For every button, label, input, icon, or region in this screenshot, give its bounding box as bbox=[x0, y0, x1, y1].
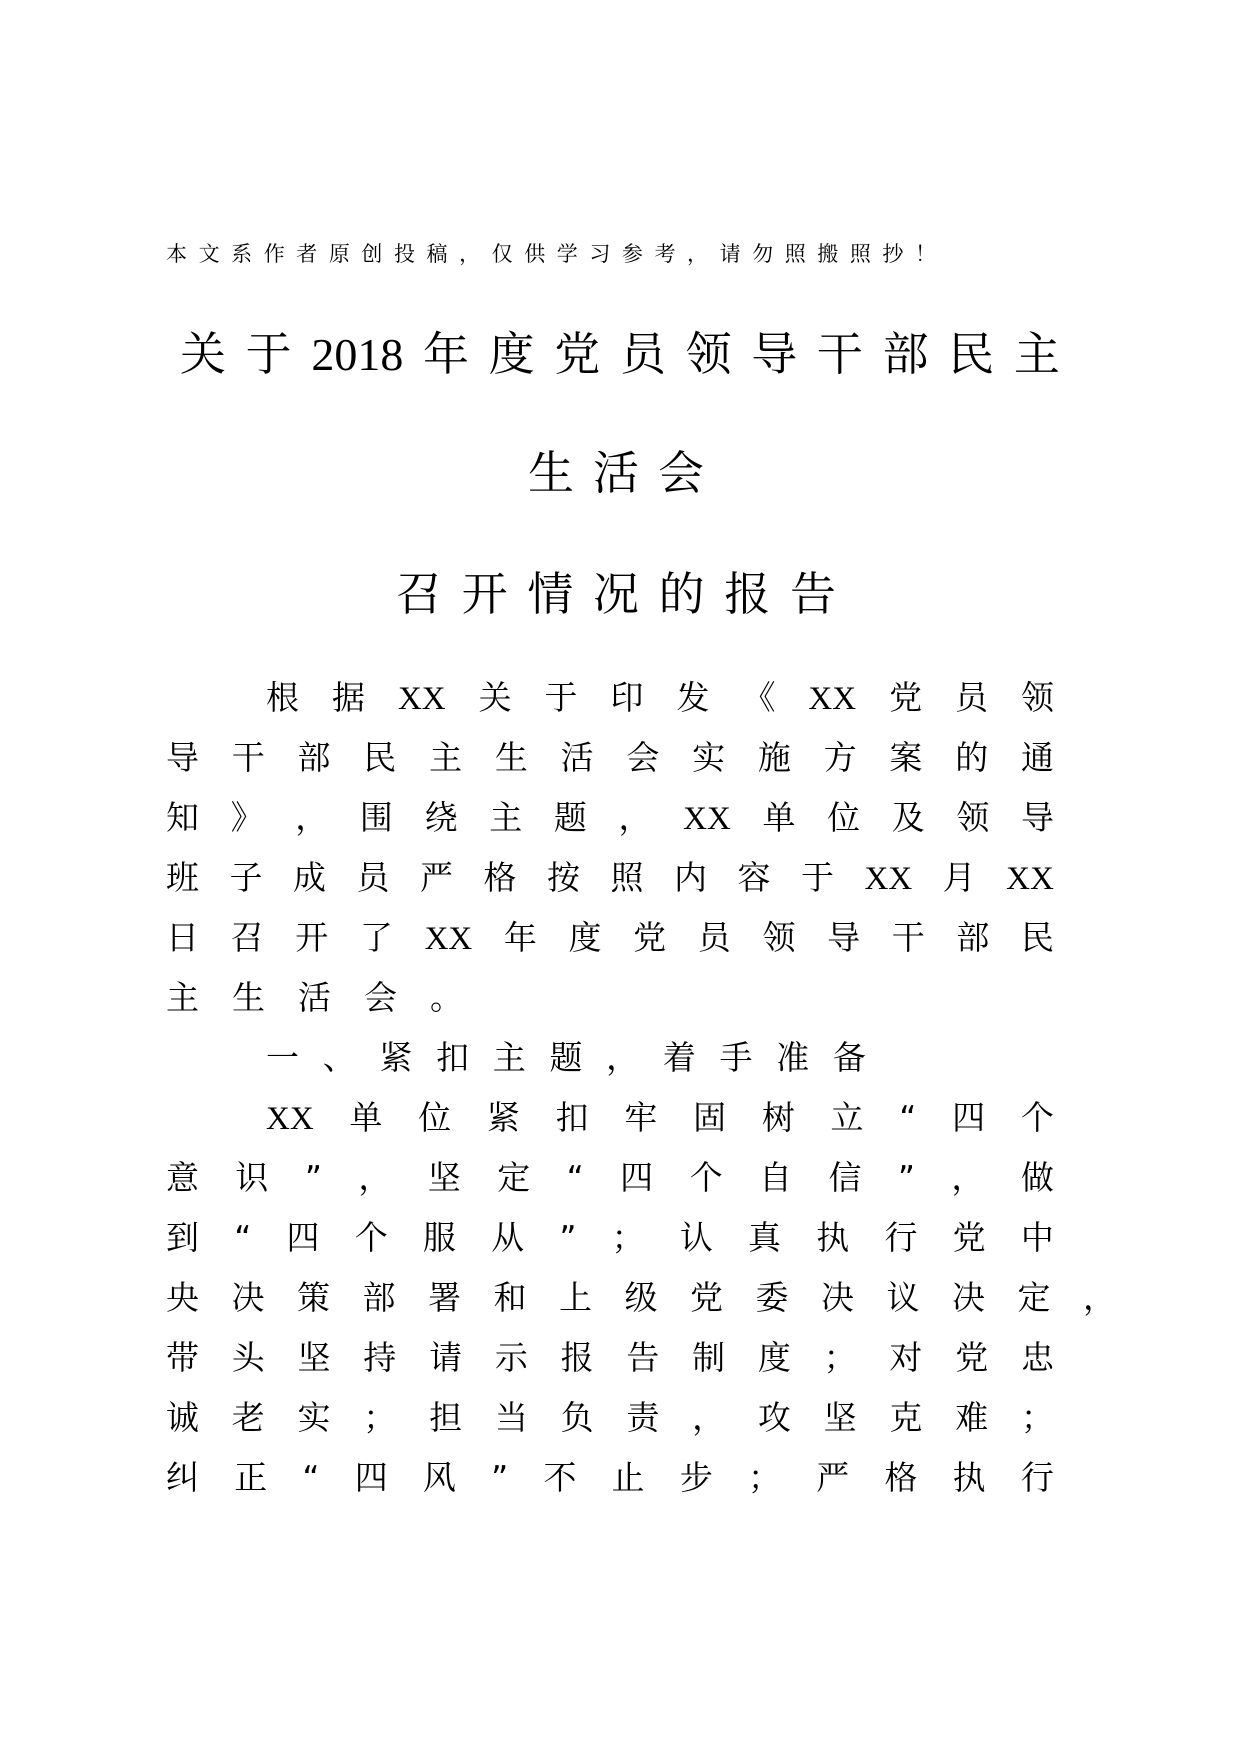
body-line bbox=[166, 912, 1054, 959]
text-glyph: 了 bbox=[359, 918, 393, 957]
text-glyph: 坚 bbox=[427, 1158, 461, 1197]
text-glyph: 着 bbox=[662, 1038, 696, 1077]
body-line bbox=[266, 1092, 1054, 1139]
body-line bbox=[166, 732, 1054, 779]
text-glyph: 关 bbox=[478, 678, 512, 717]
text-glyph: 请 bbox=[429, 1338, 463, 1377]
text-glyph: 开 bbox=[295, 918, 329, 957]
text-glyph: 抄 bbox=[882, 242, 904, 266]
text-glyph: ” bbox=[559, 1218, 577, 1257]
text-glyph: 忠 bbox=[1020, 1338, 1054, 1377]
text-glyph: 据 bbox=[331, 678, 365, 717]
text-glyph: 中 bbox=[1020, 1218, 1054, 1257]
text-glyph: 活 bbox=[298, 978, 331, 1017]
text-glyph: 考 bbox=[654, 242, 676, 266]
text-glyph: 导 bbox=[166, 738, 199, 777]
text-glyph: 负 bbox=[560, 1398, 594, 1437]
text-glyph: 署 bbox=[428, 1278, 461, 1317]
text-glyph: 主 bbox=[489, 798, 523, 837]
text-glyph: 四 bbox=[620, 1158, 654, 1197]
text-glyph: ！ bbox=[914, 242, 936, 266]
text-glyph: 度 bbox=[568, 918, 602, 957]
copyright-notice bbox=[166, 238, 936, 268]
text-glyph: 党 bbox=[952, 1218, 986, 1257]
text-glyph: 纠 bbox=[166, 1458, 199, 1497]
text-glyph: 围 bbox=[359, 798, 393, 837]
text-glyph: 干 bbox=[891, 918, 925, 957]
text-glyph: 领 bbox=[1021, 678, 1054, 717]
report-title-line-3 bbox=[396, 558, 836, 624]
text-glyph: 攻 bbox=[757, 1398, 791, 1437]
text-glyph: 决 bbox=[821, 1278, 854, 1317]
text-glyph: 部 bbox=[956, 918, 990, 957]
text-glyph: 者 bbox=[296, 242, 318, 266]
text-glyph: 党 bbox=[633, 918, 667, 957]
text-glyph: ， bbox=[687, 242, 708, 266]
text-glyph: 领 bbox=[762, 918, 796, 957]
text-glyph: 按 bbox=[547, 858, 580, 897]
text-glyph: 位 bbox=[418, 1098, 452, 1137]
text-glyph: 牢 bbox=[624, 1098, 658, 1137]
text-glyph: 议 bbox=[886, 1278, 920, 1317]
text-glyph: 员 bbox=[955, 678, 989, 717]
text-glyph: 党 bbox=[554, 327, 601, 381]
text-glyph: 会 bbox=[626, 738, 660, 777]
text-glyph: 正 bbox=[234, 1458, 268, 1497]
text-glyph: 本 bbox=[166, 242, 187, 266]
text-glyph: 诚 bbox=[166, 1398, 199, 1437]
text-glyph: XX bbox=[864, 861, 913, 897]
text-glyph: 印 bbox=[610, 678, 644, 717]
text-glyph: 部 bbox=[882, 327, 929, 381]
text-glyph: XX bbox=[424, 921, 473, 957]
text-glyph: ， bbox=[692, 1398, 726, 1437]
text-glyph: 单 bbox=[349, 1098, 383, 1137]
text-glyph: 个 bbox=[354, 1218, 388, 1257]
text-glyph: 严 bbox=[420, 858, 453, 897]
body-line bbox=[166, 1332, 1054, 1379]
text-glyph: 不 bbox=[543, 1458, 577, 1497]
text-glyph: 关 bbox=[180, 327, 226, 381]
text-glyph: 备 bbox=[832, 1038, 866, 1077]
body-line bbox=[166, 1212, 1054, 1259]
body-line bbox=[266, 672, 1054, 719]
text-glyph: XX bbox=[683, 801, 731, 837]
text-glyph: XX bbox=[397, 681, 446, 717]
text-glyph: 做 bbox=[1020, 1158, 1054, 1197]
text-glyph: 立 bbox=[830, 1098, 864, 1137]
text-glyph: 风 bbox=[422, 1458, 456, 1497]
text-glyph: 带 bbox=[166, 1338, 199, 1377]
text-glyph: ； bbox=[748, 1458, 782, 1497]
text-glyph: 导 bbox=[827, 918, 861, 957]
text-glyph: 意 bbox=[166, 1158, 199, 1197]
text-glyph: 及 bbox=[891, 798, 925, 837]
text-glyph: ， bbox=[295, 798, 329, 837]
text-glyph: 生 bbox=[528, 446, 574, 500]
text-glyph: 原 bbox=[328, 242, 350, 266]
text-glyph: “ bbox=[234, 1218, 252, 1257]
report-title-line-1 bbox=[180, 318, 1060, 384]
text-glyph: 民 bbox=[363, 738, 397, 777]
text-glyph: 决 bbox=[231, 1278, 265, 1317]
text-glyph: 执 bbox=[952, 1458, 986, 1497]
text-glyph: 定 bbox=[497, 1158, 531, 1197]
text-glyph: 执 bbox=[816, 1218, 850, 1257]
text-glyph: 上 bbox=[559, 1278, 592, 1317]
text-glyph: ， bbox=[358, 1158, 392, 1197]
body-line bbox=[166, 1272, 1116, 1319]
text-glyph: 通 bbox=[1020, 738, 1054, 777]
text-glyph: 子 bbox=[229, 858, 263, 897]
text-glyph: 个 bbox=[1020, 1098, 1054, 1137]
text-glyph: 参 bbox=[621, 242, 643, 266]
text-glyph: 》 bbox=[230, 798, 264, 837]
text-glyph: 主 bbox=[492, 1038, 526, 1077]
text-glyph: “ bbox=[566, 1158, 584, 1197]
text-glyph: 行 bbox=[1020, 1458, 1054, 1497]
text-glyph: ， bbox=[1083, 1278, 1116, 1317]
text-glyph: 部 bbox=[362, 1278, 396, 1317]
text-glyph: 制 bbox=[692, 1338, 726, 1377]
text-glyph: 紧 bbox=[379, 1038, 413, 1077]
text-glyph: 民 bbox=[948, 327, 995, 381]
text-glyph: 员 bbox=[697, 918, 731, 957]
text-glyph: 系 bbox=[231, 242, 253, 266]
text-glyph: 四 bbox=[286, 1218, 320, 1257]
text-glyph: 度 bbox=[757, 1338, 791, 1377]
text-glyph: “ bbox=[302, 1458, 320, 1497]
text-glyph: 行 bbox=[884, 1218, 918, 1257]
text-glyph: 况 bbox=[592, 567, 639, 621]
text-glyph: 开 bbox=[461, 567, 508, 621]
text-glyph: 策 bbox=[297, 1278, 330, 1317]
text-glyph: 员 bbox=[619, 327, 666, 381]
text-glyph: 生 bbox=[232, 978, 265, 1017]
text-glyph: 持 bbox=[363, 1338, 397, 1377]
text-glyph: 一 bbox=[266, 1038, 299, 1077]
body-line bbox=[166, 1452, 1054, 1499]
text-glyph: 根 bbox=[266, 678, 299, 717]
text-glyph: 勿 bbox=[752, 242, 774, 266]
text-glyph: ” bbox=[897, 1158, 915, 1197]
body-line bbox=[166, 852, 1054, 899]
text-glyph: 树 bbox=[761, 1098, 795, 1137]
text-glyph: 示 bbox=[494, 1338, 528, 1377]
text-glyph: 部 bbox=[297, 738, 331, 777]
text-glyph: 请 bbox=[719, 242, 741, 266]
text-glyph: 照 bbox=[610, 858, 644, 897]
text-glyph: 领 bbox=[956, 798, 990, 837]
text-glyph: 创 bbox=[361, 242, 383, 266]
text-glyph: 题 bbox=[549, 1038, 583, 1077]
text-glyph: 于 bbox=[544, 678, 578, 717]
text-glyph: 召 bbox=[396, 567, 442, 621]
text-glyph: 成 bbox=[293, 858, 326, 897]
text-glyph: 担 bbox=[429, 1398, 463, 1437]
text-glyph: 作 bbox=[263, 242, 285, 266]
text-glyph: 固 bbox=[693, 1098, 727, 1137]
text-glyph: 难 bbox=[955, 1398, 989, 1437]
text-glyph: 位 bbox=[827, 798, 861, 837]
text-glyph: 会 bbox=[364, 978, 397, 1017]
text-glyph: 活 bbox=[560, 738, 594, 777]
text-glyph: 真 bbox=[748, 1218, 782, 1257]
text-glyph: 到 bbox=[166, 1218, 199, 1257]
text-glyph: 容 bbox=[737, 858, 771, 897]
text-glyph: 干 bbox=[816, 327, 863, 381]
text-glyph: 发 bbox=[676, 678, 710, 717]
text-glyph: 头 bbox=[231, 1338, 265, 1377]
text-glyph: 习 bbox=[589, 242, 611, 266]
text-glyph: 学 bbox=[556, 242, 578, 266]
text-glyph: 于 bbox=[245, 327, 292, 381]
text-glyph: 从 bbox=[491, 1218, 525, 1257]
text-glyph: 班 bbox=[166, 858, 199, 897]
text-glyph: 服 bbox=[422, 1218, 456, 1257]
text-glyph: 报 bbox=[560, 1338, 594, 1377]
text-glyph: 供 bbox=[524, 242, 546, 266]
text-glyph: 领 bbox=[685, 327, 732, 381]
text-glyph: 党 bbox=[690, 1278, 723, 1317]
text-glyph: 党 bbox=[955, 1338, 989, 1377]
text-glyph: XX bbox=[808, 681, 857, 717]
text-glyph: 的 bbox=[658, 567, 705, 621]
text-glyph: 紧 bbox=[486, 1098, 520, 1137]
text-glyph: 活 bbox=[593, 446, 639, 500]
text-glyph: 实 bbox=[692, 738, 726, 777]
text-glyph: 仅 bbox=[491, 242, 513, 266]
text-glyph: ” bbox=[491, 1458, 509, 1497]
text-glyph: 导 bbox=[751, 327, 798, 381]
text-glyph: 和 bbox=[493, 1278, 527, 1317]
text-glyph: 文 bbox=[198, 242, 220, 266]
text-glyph: 投 bbox=[393, 242, 415, 266]
text-glyph: 扣 bbox=[436, 1038, 470, 1077]
text-glyph: 级 bbox=[624, 1278, 658, 1317]
text-glyph: XX bbox=[1006, 861, 1054, 897]
text-glyph: 格 bbox=[483, 858, 517, 897]
text-glyph: 年 bbox=[422, 327, 469, 381]
text-glyph: ； bbox=[1020, 1398, 1054, 1437]
text-glyph: 案 bbox=[889, 738, 923, 777]
text-glyph: “ bbox=[899, 1098, 917, 1137]
text-glyph: 情 bbox=[527, 567, 574, 621]
text-glyph: 格 bbox=[884, 1458, 918, 1497]
text-glyph: ； bbox=[363, 1398, 397, 1437]
text-glyph: 方 bbox=[823, 738, 857, 777]
text-glyph: 信 bbox=[828, 1158, 862, 1197]
text-glyph: 绕 bbox=[424, 798, 458, 837]
text-glyph: XX bbox=[266, 1101, 314, 1137]
text-glyph: ， bbox=[459, 242, 481, 266]
text-glyph: 年 bbox=[503, 918, 537, 957]
text-glyph: ； bbox=[823, 1338, 857, 1377]
text-glyph: 会 bbox=[658, 446, 704, 500]
body-line bbox=[266, 1032, 866, 1079]
text-glyph: 定 bbox=[1017, 1278, 1051, 1317]
body-line bbox=[166, 792, 1054, 839]
text-glyph: 自 bbox=[759, 1158, 793, 1197]
text-glyph: 克 bbox=[889, 1398, 923, 1437]
text-glyph: 稿 bbox=[426, 242, 448, 266]
text-glyph: 搬 bbox=[817, 242, 839, 266]
text-glyph: 主 bbox=[1013, 327, 1060, 381]
text-glyph: 干 bbox=[231, 738, 265, 777]
text-glyph: 照 bbox=[784, 242, 806, 266]
text-glyph: 对 bbox=[889, 1338, 923, 1377]
text-glyph: 知 bbox=[166, 798, 199, 837]
text-glyph: 党 bbox=[889, 678, 923, 717]
text-glyph: 坚 bbox=[297, 1338, 331, 1377]
text-glyph: 单 bbox=[762, 798, 796, 837]
text-glyph: 坚 bbox=[823, 1398, 857, 1437]
text-glyph: 四 bbox=[952, 1098, 986, 1137]
text-glyph: 实 bbox=[297, 1398, 331, 1437]
text-glyph: 止 bbox=[611, 1458, 645, 1497]
text-glyph: 委 bbox=[755, 1278, 789, 1317]
text-glyph: ， bbox=[606, 1038, 640, 1077]
text-glyph: 报 bbox=[724, 567, 771, 621]
text-glyph: 准 bbox=[776, 1038, 810, 1077]
text-glyph: 个 bbox=[689, 1158, 723, 1197]
text-glyph: 。 bbox=[430, 978, 463, 1017]
text-glyph: 告 bbox=[789, 567, 836, 621]
body-line bbox=[166, 972, 496, 1019]
text-glyph: 内 bbox=[674, 858, 707, 897]
text-glyph: 央 bbox=[166, 1278, 199, 1317]
text-glyph: 当 bbox=[494, 1398, 528, 1437]
text-glyph: 月 bbox=[942, 858, 976, 897]
text-glyph: 召 bbox=[230, 918, 264, 957]
body-line bbox=[166, 1152, 1054, 1199]
text-glyph: 度 bbox=[488, 327, 535, 381]
text-glyph: 民 bbox=[1021, 918, 1054, 957]
text-glyph: 告 bbox=[626, 1338, 660, 1377]
text-glyph: 主 bbox=[429, 738, 463, 777]
text-glyph: 手 bbox=[719, 1038, 753, 1077]
text-glyph: 照 bbox=[849, 242, 871, 266]
text-glyph: 四 bbox=[354, 1458, 388, 1497]
text-glyph: 扣 bbox=[555, 1098, 589, 1137]
text-glyph: 施 bbox=[757, 738, 791, 777]
text-glyph: 题 bbox=[553, 798, 587, 837]
text-glyph: 主 bbox=[166, 978, 199, 1017]
text-glyph: ” bbox=[304, 1158, 322, 1197]
text-glyph: 识 bbox=[235, 1158, 269, 1197]
text-glyph: 决 bbox=[952, 1278, 985, 1317]
text-glyph: 2018 bbox=[311, 329, 404, 380]
text-glyph: 责 bbox=[626, 1398, 660, 1437]
text-glyph: 老 bbox=[231, 1398, 265, 1437]
text-glyph: 日 bbox=[166, 918, 199, 957]
text-glyph: ， bbox=[618, 798, 652, 837]
report-title-line-2 bbox=[528, 437, 704, 503]
text-glyph: 的 bbox=[955, 738, 989, 777]
text-glyph: ； bbox=[611, 1218, 645, 1257]
text-glyph: 、 bbox=[322, 1038, 356, 1077]
text-glyph: 生 bbox=[494, 738, 528, 777]
body-line bbox=[166, 1392, 1054, 1439]
text-glyph: 导 bbox=[1021, 798, 1054, 837]
text-glyph: 《 bbox=[742, 678, 776, 717]
text-glyph: 员 bbox=[356, 858, 390, 897]
text-glyph: ， bbox=[951, 1158, 985, 1197]
text-glyph: 认 bbox=[679, 1218, 713, 1257]
text-glyph: 步 bbox=[679, 1458, 713, 1497]
text-glyph: 严 bbox=[816, 1458, 850, 1497]
text-glyph: 于 bbox=[801, 858, 834, 897]
